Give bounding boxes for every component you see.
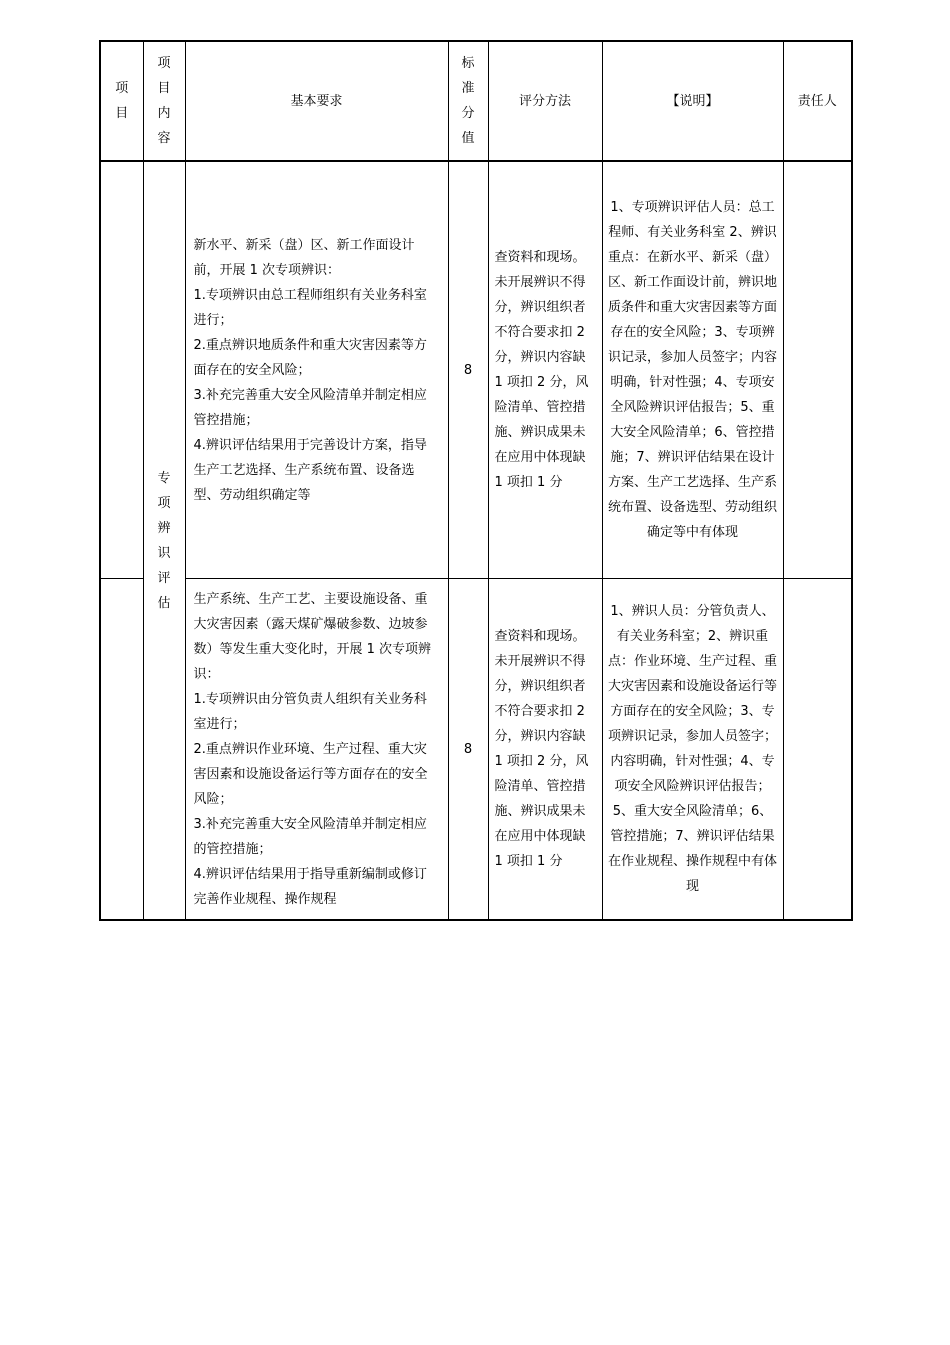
item-cell [100,161,143,579]
requirement-cell [185,579,448,921]
header-item [100,41,143,161]
method-cell: 查资料和现场。未开展辨识不得分，辨识组织者不符合要求扣 2 分，辨识内容缺 1 项扣 2 分，风险清单、管控措施、辨识成果未在应用中体现缺 1 项扣 1 分 [488,579,602,921]
header-note-label: 【说明】 [666,93,719,109]
header-content-label: 项目内容 [157,56,171,146]
header-method [488,41,602,161]
table-row [100,161,852,579]
method-cell: 查资料和现场。未开展辨识不得分，辨识组织者不符合要求扣 2 分，辨识内容缺 1 项扣 2 分，风险清单、管控措施、辨识成果未在应用中体现缺 1 项扣 1 分 [488,161,602,579]
requirement-line: 新水平、新采（盘）区、新工作面设计前，开展 1 次专项辨识： [193,237,415,278]
requirement-line: 3.补充完善重大安全风险清单并制定相应的管控措施； [193,816,427,857]
requirement-line: 生产系统、生产工艺、主要设施设备、重大灾害因素（露天煤矿爆破参数、边坡参数）等发生重大变化时，开展 1 次专项辨识： [193,591,432,682]
owner-cell [783,161,852,579]
requirement-line: 4.辨识评估结果用于指导重新编制或修订完善作业规程、操作规程 [193,866,427,907]
header-row [100,41,852,161]
evaluation-table [99,40,853,921]
requirement-line: 2.重点辨识作业环境、生产过程、重大灾害因素和设施设备运行等方面存在的安全风险； [193,741,428,807]
item-cell [100,579,143,921]
header-content [143,41,185,161]
header-score [448,41,488,161]
requirement-line: 1.专项辨识由总工程师组织有关业务科室进行； [193,287,427,328]
header-owner-label: 责任人 [797,93,837,109]
header-score-label: 标准分值 [461,56,475,146]
requirement-line: 1.专项辨识由分管负责人组织有关业务科室进行； [193,691,427,732]
category-cell [143,161,185,920]
header-note [602,41,783,161]
requirement-line: 3.补充完善重大安全风险清单并制定相应管控措施； [193,387,427,428]
header-item-label: 项目 [115,81,129,121]
note-cell: 1、专项辨识评估人员：总工程师、有关业务科室 2、辨识重点：在新水平、新采（盘）区、新工作面设计前，辨识地质条件和重大灾害因素等方面存在的安全风险；3、专项辨识记录，参加人员签字；内容明确，针对性强；4、专项安全风险辨识评估报告；5、重大安全风险清单；6、管控措施；7、辨识评估结果在设计方案、生产工艺选择、生产系统布置、设备选型、劳动组织确定等中有体现 [602,161,783,579]
requirement-line: 4.辨识评估结果用于完善设计方案，指导生产工艺选择、生产系统布置、设备选型、劳动组织确定等 [193,437,427,503]
requirement-cell [185,161,448,579]
header-method-label: 评分方法 [518,93,571,109]
header-owner [783,41,852,161]
header-requirement-label: 基本要求 [290,93,343,109]
table-row [100,579,852,921]
note-cell: 1、辨识人员：分管负责人、有关业务科室；2、辨识重点：作业环境、生产过程、重大灾害因素和设施设备运行等方面存在的安全风险；3、专项辨识记录，参加人员签字；内容明确，针对性强；4、专项安全风险辨识评估报告；5、重大安全风险清单；6、管控措施；7、辨识评估结果在作业规程、操作规程中有体现 [602,579,783,921]
owner-cell [783,579,852,921]
requirement-line: 2.重点辨识地质条件和重大灾害因素等方面存在的安全风险； [193,337,427,378]
category-label: 专项辨识评估 [157,470,171,611]
header-requirement [185,41,448,161]
score-cell: 8 [448,579,488,921]
score-cell: 8 [448,161,488,579]
